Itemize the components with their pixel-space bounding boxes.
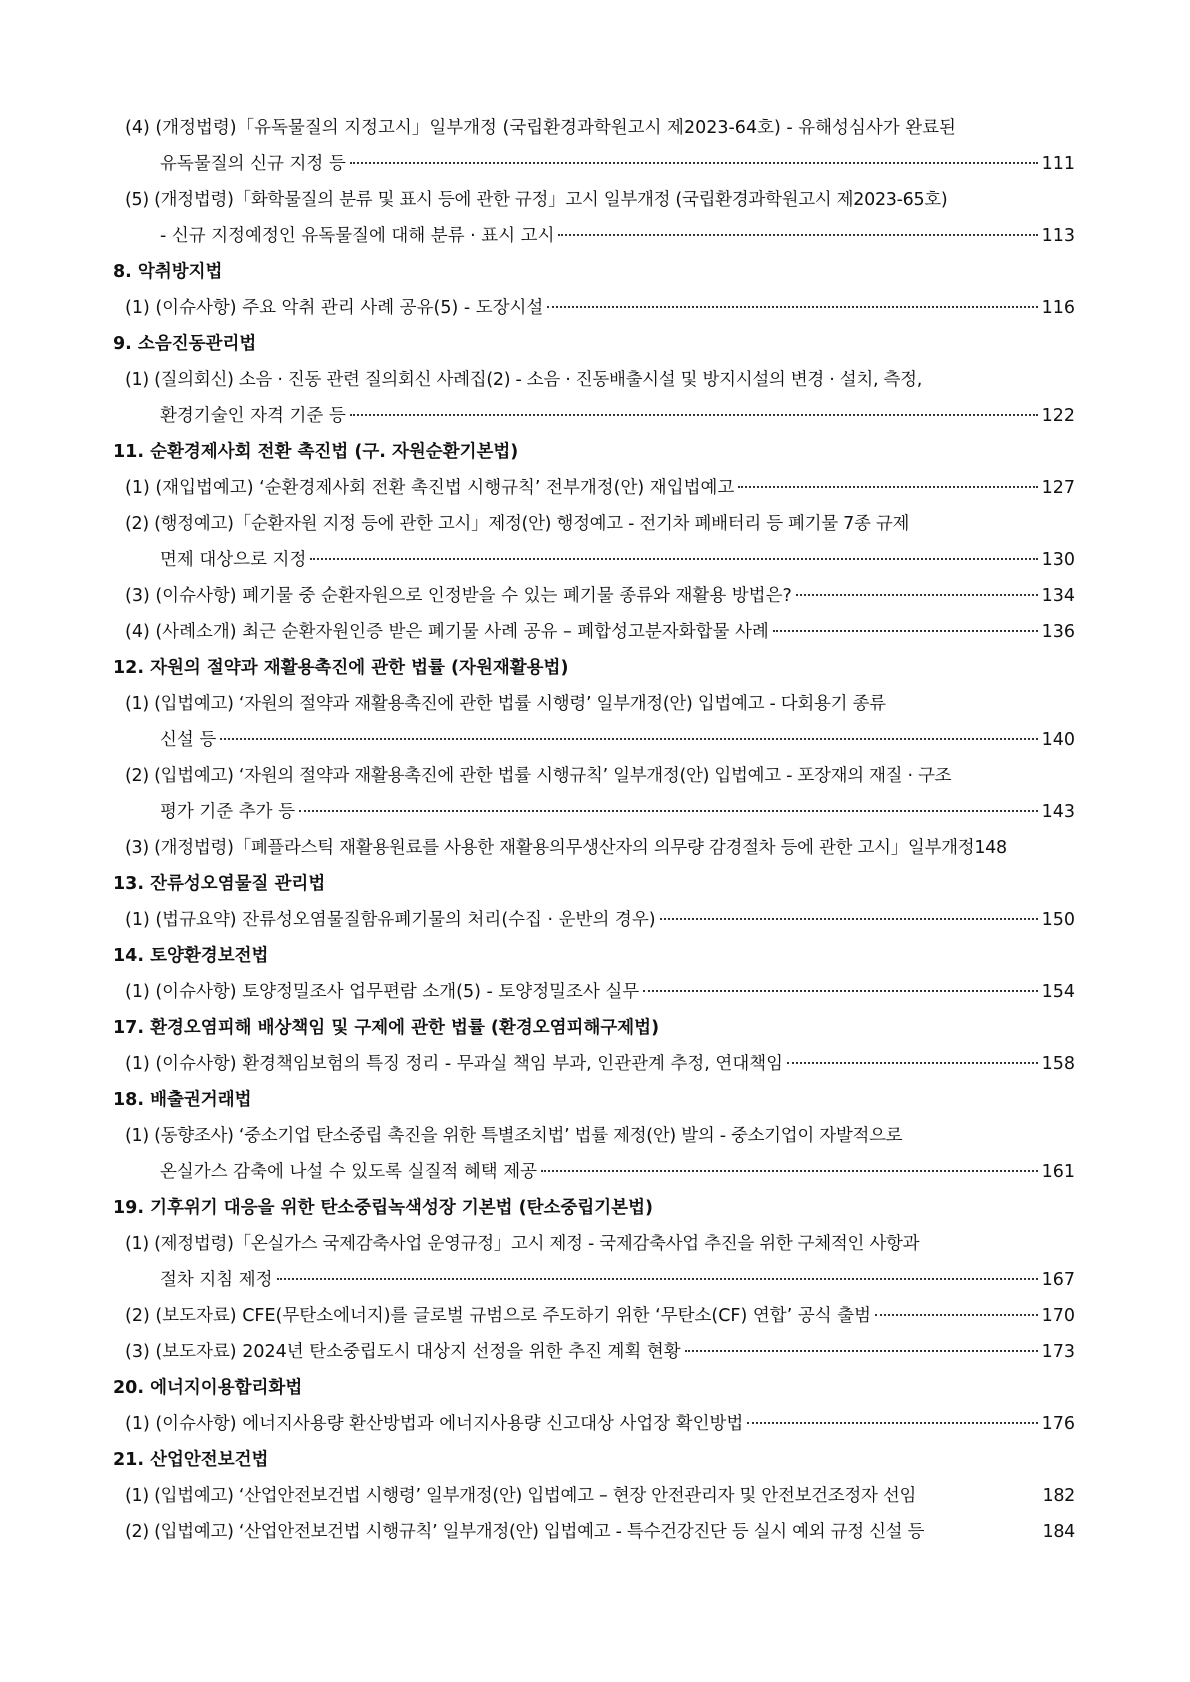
page-number: 158 [1041, 1054, 1075, 1074]
section-heading: 21. 산업안전보건법 [113, 1450, 269, 1470]
section-heading: 19. 기후위기 대응을 위한 탄소중립녹색성장 기본법 (탄소중립기본법) [113, 1198, 653, 1218]
dot-leader [685, 1350, 1038, 1352]
toc-entry[interactable] [125, 581, 1075, 611]
toc-entry-text: - 신규 지정예정인 유독물질에 대해 분류 · 표시 고시 [160, 226, 555, 246]
page-number: 140 [1041, 730, 1075, 750]
dot-leader [875, 1314, 1038, 1316]
toc-entry[interactable] [125, 1409, 1075, 1439]
dot-leader [660, 918, 1038, 920]
section-heading: 9. 소음진동관리법 [113, 334, 257, 354]
page-number: 170 [1041, 1306, 1075, 1326]
dot-leader [277, 1278, 1038, 1280]
toc-entry[interactable] [125, 977, 1075, 1007]
toc-entry-line[interactable] [125, 113, 1075, 143]
toc-entry-text: (3) (보도자료) 2024년 탄소중립도시 대상지 선정을 위한 추진 계획 현황 [125, 1342, 681, 1362]
toc-entry-line[interactable] [125, 509, 1075, 539]
toc-entry-text: 신설 등 [160, 730, 217, 750]
dot-leader [541, 1170, 1038, 1172]
toc-entry-text: (4) (개정법령)「유독물질의 지정고시」일부개정 (국립환경과학원고시 제2023-64호) - 유해성심사가 완료된 [125, 118, 956, 138]
toc-entry[interactable] [125, 1337, 1075, 1367]
toc-entry-line[interactable] [125, 689, 1075, 719]
section-heading: 20. 에너지이용합리화법 [113, 1378, 303, 1398]
toc-entry[interactable] [125, 1301, 1075, 1331]
toc-entry-continuation[interactable] [160, 545, 1075, 575]
toc-entry-line[interactable] [125, 185, 1075, 215]
toc-entry-text: (1) (법규요약) 잔류성오염물질함유폐기물의 처리(수집 · 운반의 경우) [125, 910, 656, 930]
dot-leader [796, 594, 1038, 596]
dot-leader [773, 630, 1038, 632]
toc-entry-text: (2) (보도자료) CFE(무탄소에너지)를 글로벌 규범으로 주도하기 위한 ‘무탄소(CF) 연합’ 공식 출범 [125, 1306, 871, 1326]
toc-entry-text: (1) (이슈사항) 에너지사용량 환산방법과 에너지사용량 신고대상 사업장 확인방법 [125, 1414, 744, 1434]
page-number: 161 [1041, 1162, 1075, 1182]
dot-leader [220, 738, 1037, 740]
dot-leader [299, 810, 1038, 812]
toc-entry-text: (2) (입법예고) ‘산업안전보건법 시행규칙’ 일부개정(안) 입법예고 - 특수건강진단 등 실시 예외 규정 신설 등 [125, 1522, 925, 1542]
toc-entry-continuation[interactable] [160, 221, 1075, 251]
page-number: 127 [1041, 478, 1075, 498]
page-number: 122 [1041, 406, 1075, 426]
toc-entry-text: 유독물질의 신규 지정 등 [160, 154, 346, 174]
toc-entry-text: 온실가스 감축에 나설 수 있도록 실질적 혜택 제공 [160, 1162, 538, 1182]
toc-entry-text: (1) (질의회신) 소음 · 진동 관련 질의회신 사례집(2) - 소음 · 진동배출시설 및 방지시설의 변경 · 설치, 측정, [125, 370, 923, 390]
toc-entry[interactable] [125, 905, 1075, 935]
page-number: 143 [1041, 802, 1075, 822]
toc-entry-text: (1) (이슈사항) 토양정밀조사 업무편람 소개(5) - 토양정밀조사 실무 [125, 982, 640, 1002]
section-heading: 18. 배출권거래법 [113, 1090, 252, 1110]
toc-entry-text: (3) (이슈사항) 폐기물 중 순환자원으로 인정받을 수 있는 폐기물 종류와 재활용 방법은? [125, 586, 792, 606]
toc-entry-continuation[interactable] [160, 401, 1075, 431]
toc-entry-text: 환경기술인 자격 기준 등 [160, 406, 346, 426]
dot-leader [350, 162, 1038, 164]
dot-leader [547, 306, 1037, 308]
section-heading: 14. 토양환경보전법 [113, 946, 269, 966]
toc-entry[interactable] [125, 1049, 1075, 1079]
toc-entry-text: (1) (입법예고) ‘산업안전보건법 시행령’ 일부개정(안) 입법예고 – 현장 안전관리자 및 안전보건조정자 선임 [125, 1486, 917, 1506]
toc-entry-text: (1) (이슈사항) 환경책임보험의 특징 정리 - 무과실 책임 부과, 인관관계 추정, 연대책임 [125, 1054, 784, 1074]
toc-entry[interactable] [125, 1517, 1075, 1547]
toc-entry-line[interactable] [125, 761, 1075, 791]
dot-leader [558, 234, 1037, 236]
section-heading: 8. 악취방지법 [113, 262, 223, 282]
toc-entry-text: (3) (개정법령)「폐플라스틱 재활용원료를 사용한 재활용의무생산자의 의무량 감경절차 등에 관한 고시」일부개정 [125, 838, 975, 858]
page-number: 154 [1041, 982, 1075, 1002]
page-number: 111 [1041, 154, 1075, 174]
toc-entry[interactable] [125, 833, 1075, 863]
toc-entry-line[interactable] [125, 1229, 1075, 1259]
dot-leader [310, 558, 1037, 560]
toc-entry-text: (1) (이슈사항) 주요 악취 관리 사례 공유(5) - 도장시설 [125, 298, 544, 318]
section-heading: 12. 자원의 절약과 재활용촉진에 관한 법률 (자원재활용법) [113, 658, 569, 678]
toc-entry-text: 면제 대상으로 지정 [160, 550, 307, 570]
toc-entry-continuation[interactable] [160, 1157, 1075, 1187]
toc-entry-line[interactable] [125, 1121, 1075, 1151]
dot-leader [738, 486, 1037, 488]
toc-entry[interactable] [125, 617, 1075, 647]
toc-entry-line[interactable] [125, 365, 1075, 395]
toc-entry-text: (2) (입법예고) ‘자원의 절약과 재활용촉진에 관한 법률 시행규칙’ 일부개정(안) 입법예고 - 포장재의 재질 · 구조 [125, 766, 952, 786]
toc-entry-text: (1) (재입법예고) ‘순환경제사회 전환 촉진법 시행규칙’ 전부개정(안) 재입법예고 [125, 478, 735, 498]
toc-entry-continuation[interactable] [160, 725, 1075, 755]
toc-entry-continuation[interactable] [160, 1265, 1075, 1295]
toc-entry-text: 평가 기준 추가 등 [160, 802, 296, 822]
toc-entry-continuation[interactable] [160, 797, 1075, 827]
section-heading: 17. 환경오염피해 배상책임 및 구제에 관한 법률 (환경오염피해구제법) [113, 1018, 660, 1038]
page-number: 136 [1041, 622, 1075, 642]
toc-entry-continuation[interactable] [160, 149, 1075, 179]
dot-leader [350, 414, 1038, 416]
toc-entry-text: 절차 지침 제정 [160, 1270, 273, 1290]
section-heading: 13. 잔류성오염물질 관리법 [113, 874, 326, 894]
toc-entry-text: (1) (제정법령)「온실가스 국제감축사업 운영규정」고시 제정 - 국제감축사업 추진을 위한 구체적인 사항과 [125, 1234, 920, 1254]
toc-entry-text: (1) (동향조사) ‘중소기업 탄소중립 촉진을 위한 특별조치법’ 법률 제정(안) 발의 - 중소기업이 자발적으로 [125, 1126, 903, 1146]
section-heading: 11. 순환경제사회 전환 촉진법 (구. 자원순환기본법) [113, 442, 519, 462]
page-number: 184 [1042, 1522, 1075, 1542]
toc-entry-text: (2) (행정예고)「순환자원 지정 등에 관한 고시」제정(안) 행정예고 - 전기차 폐배터리 등 폐기물 7종 규제 [125, 514, 910, 534]
dot-leader [787, 1062, 1038, 1064]
toc-entry[interactable] [125, 1481, 1075, 1511]
page-number: 176 [1041, 1414, 1075, 1434]
toc-entry[interactable] [125, 293, 1075, 323]
page-number: 173 [1041, 1342, 1075, 1362]
dot-leader [747, 1422, 1037, 1424]
toc-entry-text: (1) (입법예고) ‘자원의 절약과 재활용촉진에 관한 법률 시행령’ 일부개정(안) 입법예고 - 다회용기 종류 [125, 694, 886, 714]
toc-entry-text: (4) (사례소개) 최근 순환자원인증 받은 폐기물 사례 공유 – 폐합성고분자화합물 사례 [125, 622, 769, 642]
page-number: 148 [974, 838, 1007, 858]
page-number: 182 [1042, 1486, 1075, 1506]
page-number: 150 [1041, 910, 1075, 930]
page-number: 134 [1041, 586, 1075, 606]
page-number: 113 [1041, 226, 1075, 246]
page-number: 167 [1041, 1270, 1075, 1290]
dot-leader [643, 990, 1037, 992]
toc-entry-text: (5) (개정법령)「화학물질의 분류 및 표시 등에 관한 규정」고시 일부개정 (국립환경과학원고시 제2023-65호) [125, 190, 948, 210]
page-number: 130 [1041, 550, 1075, 570]
toc-entry[interactable] [125, 473, 1075, 503]
page-number: 116 [1041, 298, 1075, 318]
